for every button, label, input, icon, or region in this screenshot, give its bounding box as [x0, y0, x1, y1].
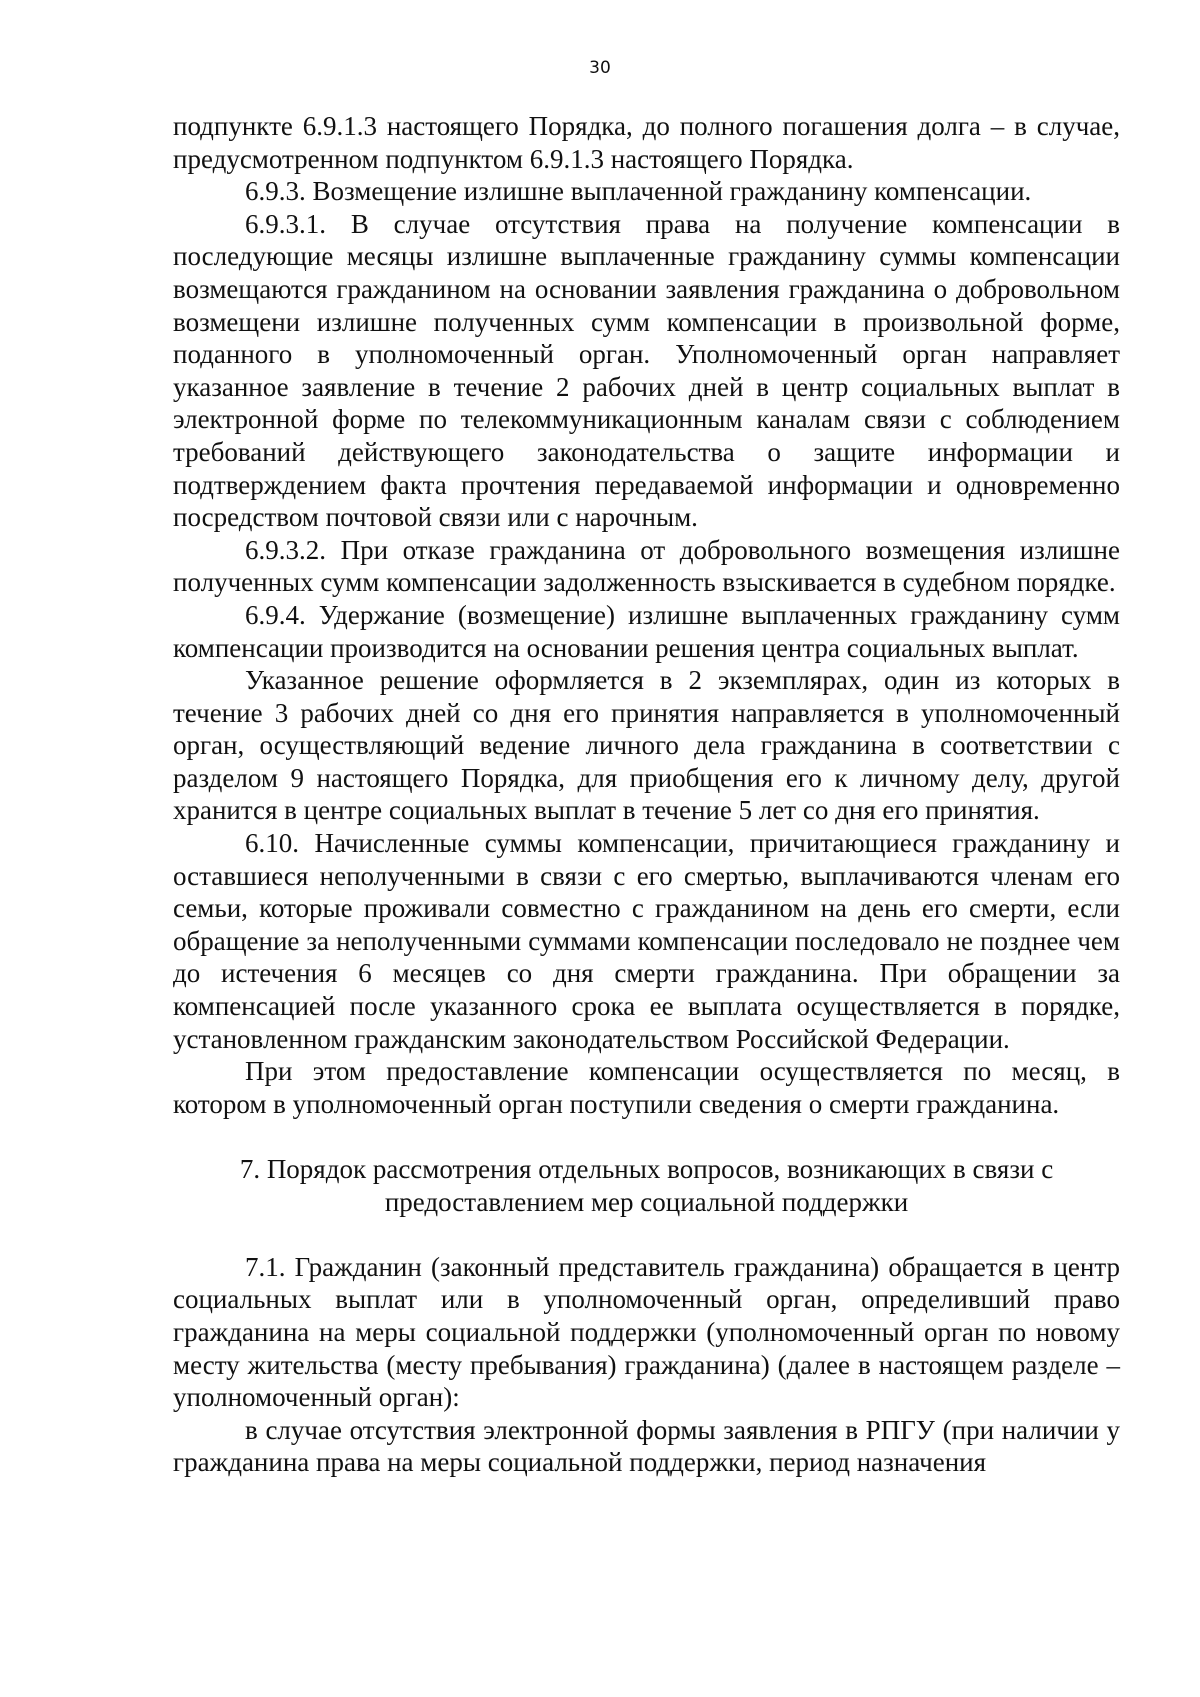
paragraph-electronic-form: в случае отсутствия электронной формы заявления в РПГУ (при наличии у гражданина права на меры социальной поддержки, период назначения	[173, 1414, 1120, 1478]
paragraph-compensation-month: При этом предоставление компенсации осуществляется по месяц, в котором в уполномоченный орган поступили сведения о смерти гражданина.	[173, 1056, 1120, 1119]
paragraph-6-9-3-2: 6.9.3.2. При отказе гражданина от добровольного возмещения излишне полученных сумм компенсации задолженность взыскивается в судебном порядке.	[173, 534, 1120, 598]
section-heading	[173, 1153, 1120, 1218]
section-heading-line-1: 7. Порядок рассмотрения отдельных вопросов, возникающих в связи с	[239, 1154, 1054, 1184]
document-body	[173, 110, 1120, 1479]
paragraph-6-9-4: 6.9.4. Удержание (возмещение) излишне выплаченных гражданину сумм компенсации производится на основании решения центра социальных выплат.	[173, 599, 1120, 663]
paragraph-6-9-3-1: 6.9.3.1. В случае отсутствия права на получение компенсации в последующие месяцы излишне выплаченные гражданину суммы компенсации возмещаются гражданином на основании заявления гражданина о добровольном возмещени излишне полученных сумм компенсации в произвольной форме, поданного в уполномоченный орган. Уполномоченный орган направляет указанное заявление в течение 2 рабочих дней в центр социальных выплат в электронной форме по телекоммуникационным каналам связи с соблюдением требований действующего законодательства о защите информации и подтверждением факта прочтения передаваемой информации и одновременно посредством почтовой связи или с нарочным.	[173, 208, 1120, 533]
paragraph-7-1: 7.1. Гражданин (законный представитель гражданина) обращается в центр социальных выплат или в уполномоченный орган, определивший право гражданина на меры социальной поддержки (уполномоченный орган по новому месту жительства (месту пребывания) гражданина) (далее в настоящем разделе – уполномоченный орган):	[173, 1251, 1120, 1413]
section-heading-line-2: предоставлением мер социальной поддержки	[384, 1186, 909, 1217]
paragraph-6-10: 6.10. Начисленные суммы компенсации, причитающиеся гражданину и оставшиеся неполученными в связи с его смертью, выплачиваются членам его семьи, которые проживали совместно с гражданином на день его смерти, если обращение за неполученными суммами компенсации последовало не позднее чем до истечения 6 месяцев со дня смерти гражданина. При обращении за компенсацией после указанного срока ее выплата осуществляется в порядке, установленном гражданским законодательством Российской Федерации.	[173, 828, 1120, 1054]
page-number: 30	[589, 58, 611, 78]
paragraph-continuation: подпункте 6.9.1.3 настоящего Порядка, до полного погашения долга – в случае, предусмотренном подпунктом 6.9.1.3 настоящего Порядка.	[173, 111, 1120, 174]
paragraph-decision: Указанное решение оформляется в 2 экземплярах, один из которых в течение 3 рабочих дней со дня его принятия направляется в уполномоченный орган, осуществляющий ведение личного дела гражданина в соответствии с разделом 9 настоящего Порядка, для приобщения его к личному делу, другой хранится в центре социальных выплат в течение 5 лет со дня его принятия.	[173, 665, 1120, 826]
paragraph-6-9-3: 6.9.3. Возмещение излишне выплаченной гражданину компенсации.	[245, 176, 1032, 207]
